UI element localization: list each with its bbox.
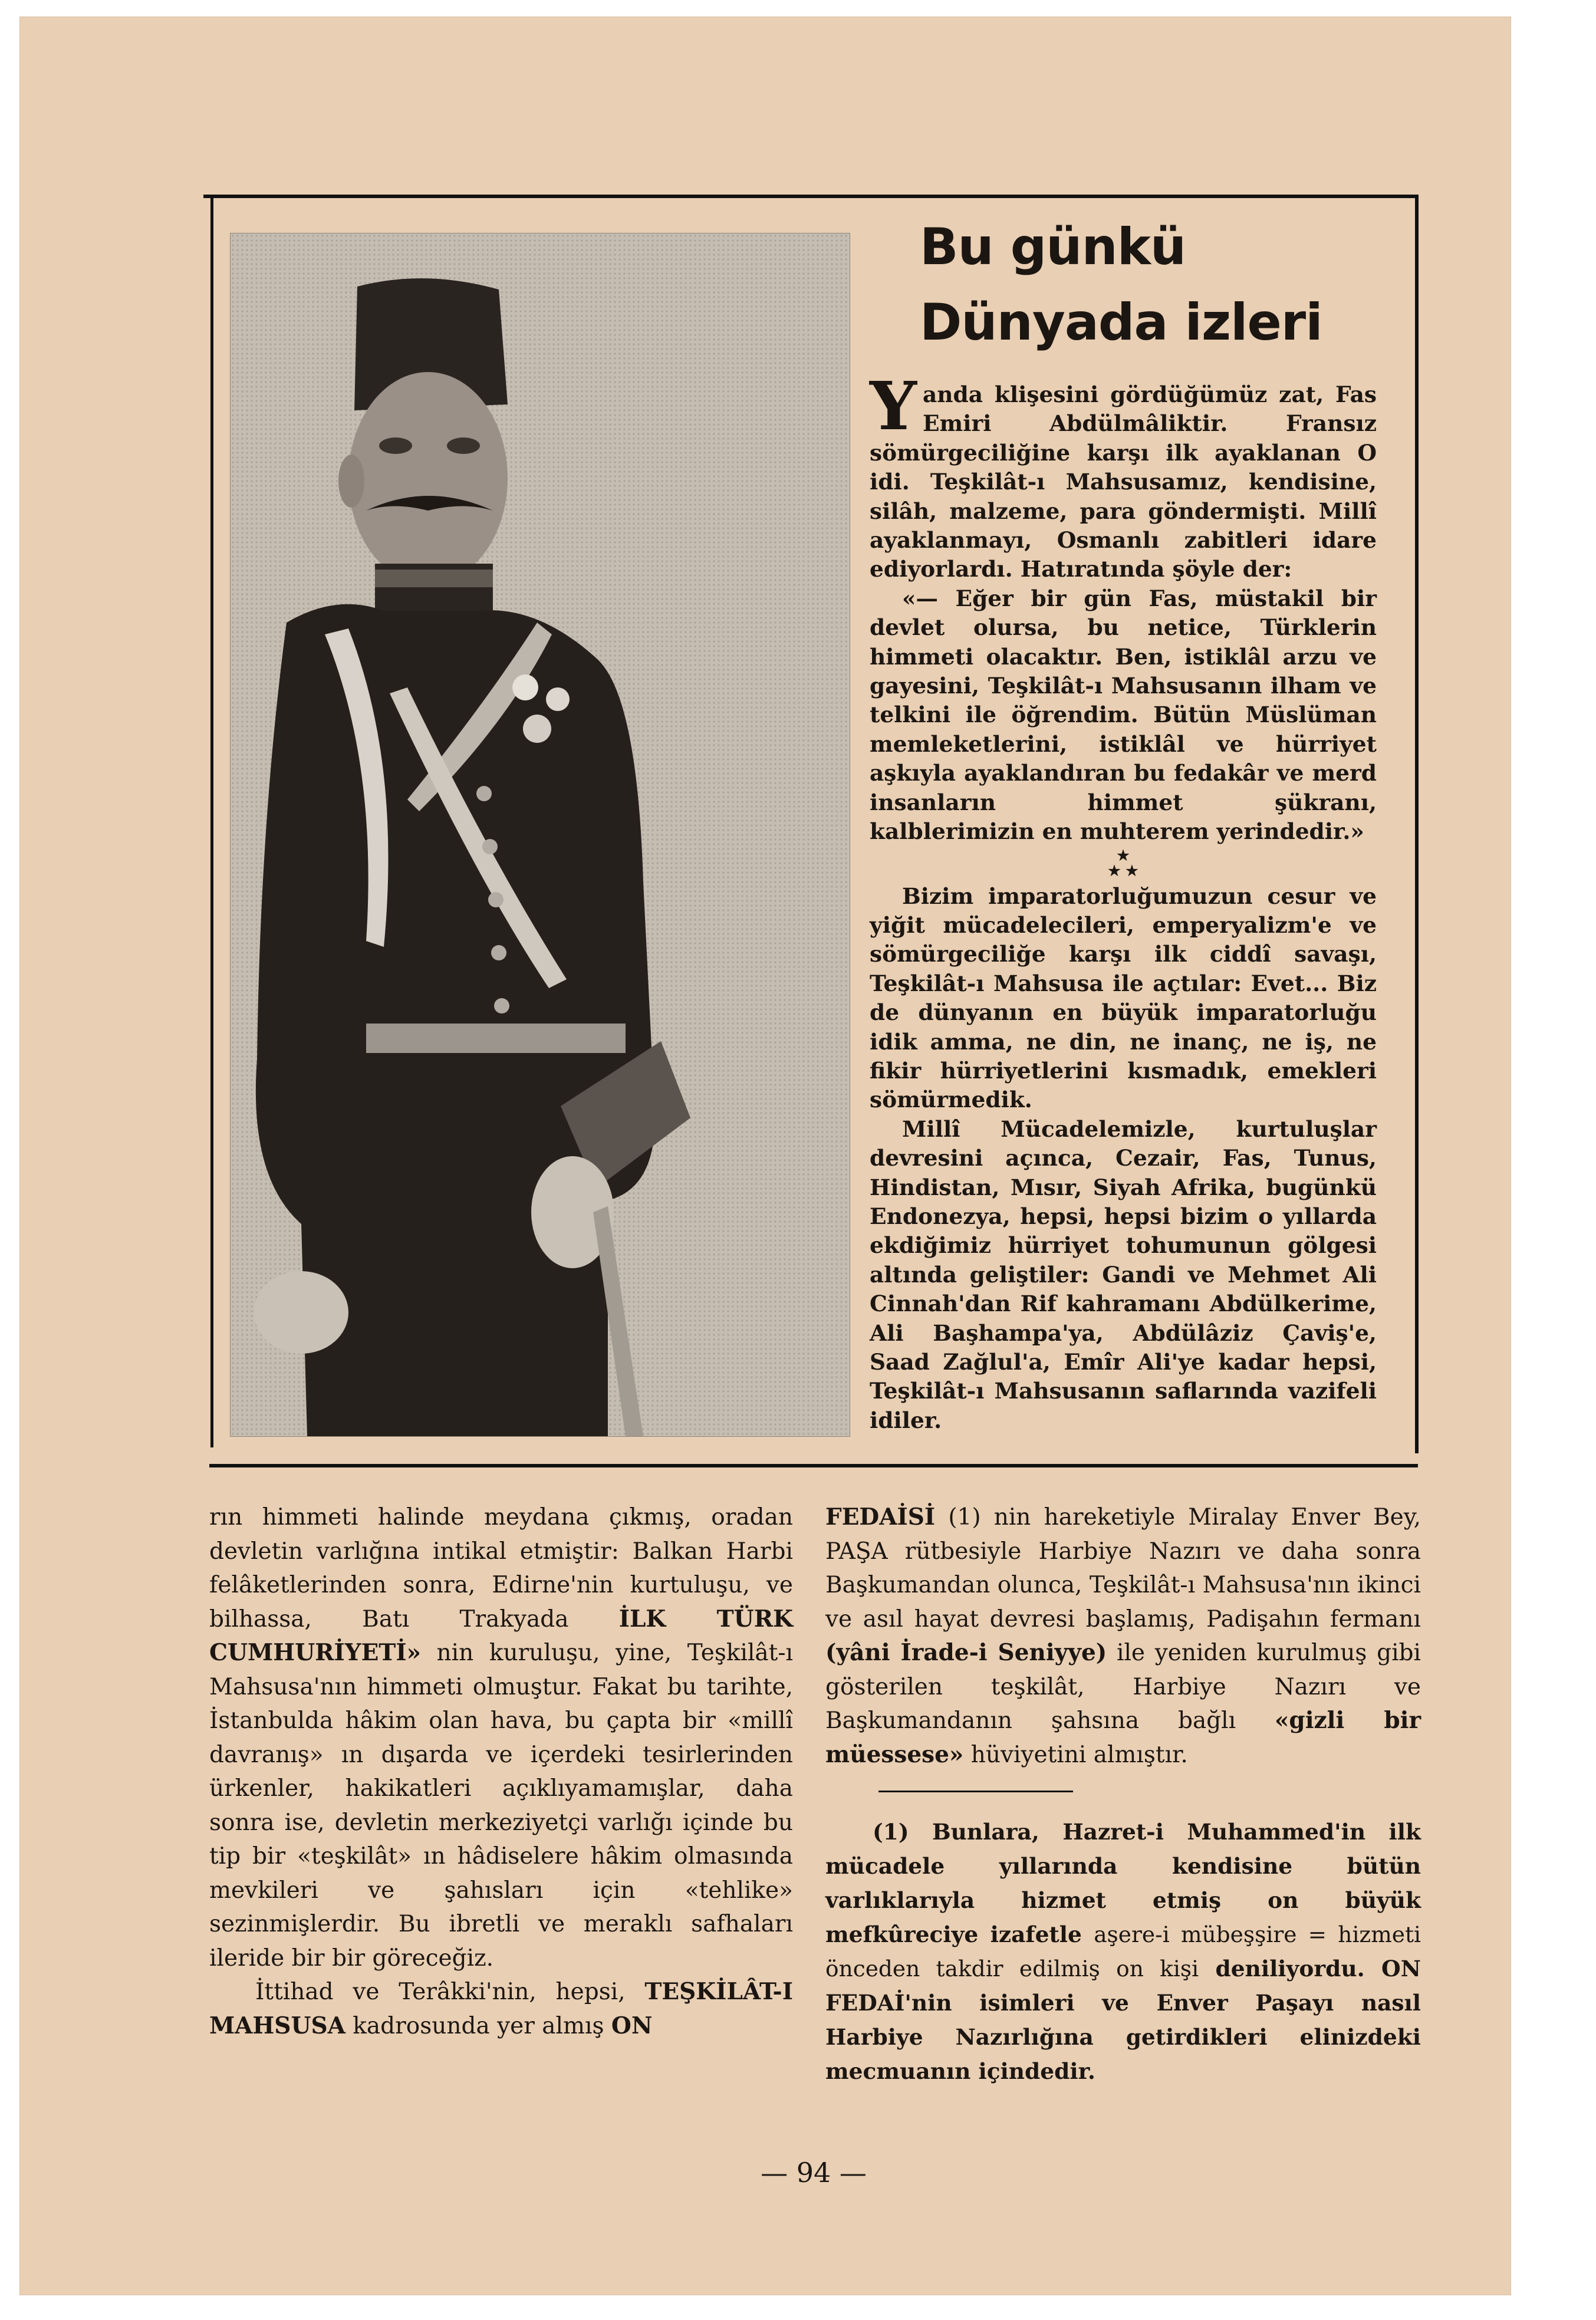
left-p1-text-a: rın himmeti halinde meydana çıkmış, oradan devletin varlığına intikal etmiştir: Balkan Harbi felâketlerinden sonra, Edirne'nin kurtuluşu, ve bilhassa, Batı Trakyada (209, 1504, 793, 1633)
left-p2-text-a: İttihad ve Terâkki'nin, hepsi, (255, 1979, 645, 2005)
left-p1-bold: İLK TÜRK CUMHURİYETİ» (209, 1605, 793, 1666)
right-p1-text-d: ile yeniden kurulmuş gibi gösterilen teşkilât, Harbiye Nazırı ve Başkumandanın şahsına bağlı (825, 1640, 1421, 1734)
footnote-text-c: deniliyordu. ON FEDAİ'nin isimleri ve Enver Paşayı nasıl Harbiye Nazırlığına getirdikleri elinizdeki mecmuanın içindedir. (825, 1956, 1421, 2084)
boxed-article (870, 368, 1377, 1435)
right-column (825, 1500, 1421, 2088)
headline-line-1: Bu günkü (920, 218, 1186, 277)
left-paragraph-2 (209, 1975, 793, 2043)
box-right-rule (1415, 195, 1419, 1453)
portrait-photo (230, 233, 850, 1437)
footnote-text-a: (1) Bunlara, Hazret-i Muhammed'in ilk mücadele yıllarında kendisine bütün varlıklarıyla hizmet etmiş on büyük mefkûreciye izafetle (825, 1819, 1421, 1947)
box-paragraph-2: «— Eğer bir gün Fas, müstakil bir devlet olursa, bu netice, Türklerin himmeti olacaktır. Ben, istiklâl arzu ve gayesini, Teşkilât-ı Mahsusanın ilham ve telkini ile öğrendim. Bütün Müslüman memleketlerini, istiklâl ve hürriyet aşkıyla ayaklandıran bu fedakâr ve merd insanların himmet şükranı, kalblerimizin en muhterem yerindedir.» (870, 585, 1377, 845)
left-p2-text-c: kadrosunda yer almış (345, 2012, 611, 2039)
left-p2-bold: TEŞKİLÂT-I MAHSUSA (209, 1978, 793, 2039)
left-p2-bold-end: ON (611, 2012, 653, 2039)
right-p1-bold-a: FEDAİSİ (825, 1503, 936, 1531)
footnote-rule (878, 1791, 1073, 1792)
headline (920, 209, 1322, 360)
box-paragraph-4: Millî Mücadelemizle, kurtuluşlar devresini açınca, Cezair, Fas, Tunus, Hindistan, Mısır, Siyah Afrika, bugünkü Endonezya, hepsi, hepsi bizim o yıllarda ekdiğimiz hürriyet tohumunun gölgesi altında geliştiler: Gandi ve Mehmet Ali Cinnah'dan Rif kahramanı Abdülkerime, Ali Başhampa'ya, Abdülâziz Çaviş'e, Saad Zağlul'a, Emîr Ali'ye kadar hepsi, Teşkilât-ı Mahsusanın saflarında vazifeli idiler. (870, 1115, 1377, 1433)
right-p1-text-f: hüviyetini almıştır. (963, 1741, 1188, 1768)
right-p1-bold-c: (yâni İrade-i Seniyye) (825, 1639, 1107, 1666)
box-top-rule (203, 195, 1418, 198)
drop-cap: Y (870, 368, 917, 445)
left-paragraph-1 (209, 1500, 793, 1975)
right-p1-bold-e: «gizli bir müessese» (825, 1707, 1421, 1768)
box-paragraph-1 (870, 368, 1377, 584)
section-stars: ★ ★ ★ (1108, 846, 1138, 879)
footnote (825, 1815, 1421, 2088)
left-column (209, 1500, 793, 2043)
box-paragraph-3: Bizim imparatorluğumuzun cesur ve yiğit mücadelecileri, emperyalizm'e ve sömürgeciliğe karşı ilk ciddî savaşı, Teşkilât-ı Mahsusa ile açtılar: Evet... Biz de dünyanın en büyük imparatorluğu idik amma, ne din, ne inanç, ne iş, ne fikir hürriyetlerini kısmadık, emekleri sömürmedik. (870, 883, 1377, 1113)
page-number: — 94 — (761, 2157, 867, 2189)
box-left-rule (210, 195, 213, 1447)
left-p1-text-c: nin kuruluşu, yine, Teşkilât-ı Mahsusa'nın himmeti olmuştur. Fakat bu tarihte, İstanbulda hâkim olan hava, bu çapta bir «millî davranış» ın dışarda ve içerdeki tesirlerinden ürkenler, hakikatleri açıklıyamamışlar, daha sonra ise, devletin merkeziyetçi varlığı içinde bu tip bir «teşkilât» ın hâdiselere hâkim olmasında mevkileri ve şahısları için «tehlike» sezinmişlerdir. Bu ibretli ve meraklı safhaları ileride bir bir göreceğiz. (209, 1640, 793, 1972)
box-paragraph-1-text: anda klişesini gördüğümüz zat, Fas Emiri Abdülmâliktir. Fransız sömürgeciliğine karşı ilk ayaklanan O idi. Teşkilât-ı Mahsusamız, kendisine, silâh, malzeme, para göndermişti. Millî ayaklanmayı, Osmanlı zabitleri idare ediyorlardı. Hatıratında şöyle der: (870, 381, 1377, 583)
portrait-illustration (231, 233, 850, 1436)
right-p1-text-b: (1) nin hareketiyle Miralay Enver Bey, PAŞA rütbesiyle Harbiye Nazırı ve daha sonra Başkumandan olunca, Teşkilât-ı Mahsusa'nın ikinci ve asıl hayat devresi başlamış, Padişahın fermanı (825, 1504, 1421, 1633)
right-paragraph-1 (825, 1500, 1421, 1772)
box-bottom-rule (209, 1464, 1418, 1467)
footnote-text-b: aşere-i mübeşşire = hizmeti önceden takdir edilmiş on kişi (825, 1921, 1421, 1982)
headline-line-2: Dünyada izleri (920, 293, 1322, 352)
